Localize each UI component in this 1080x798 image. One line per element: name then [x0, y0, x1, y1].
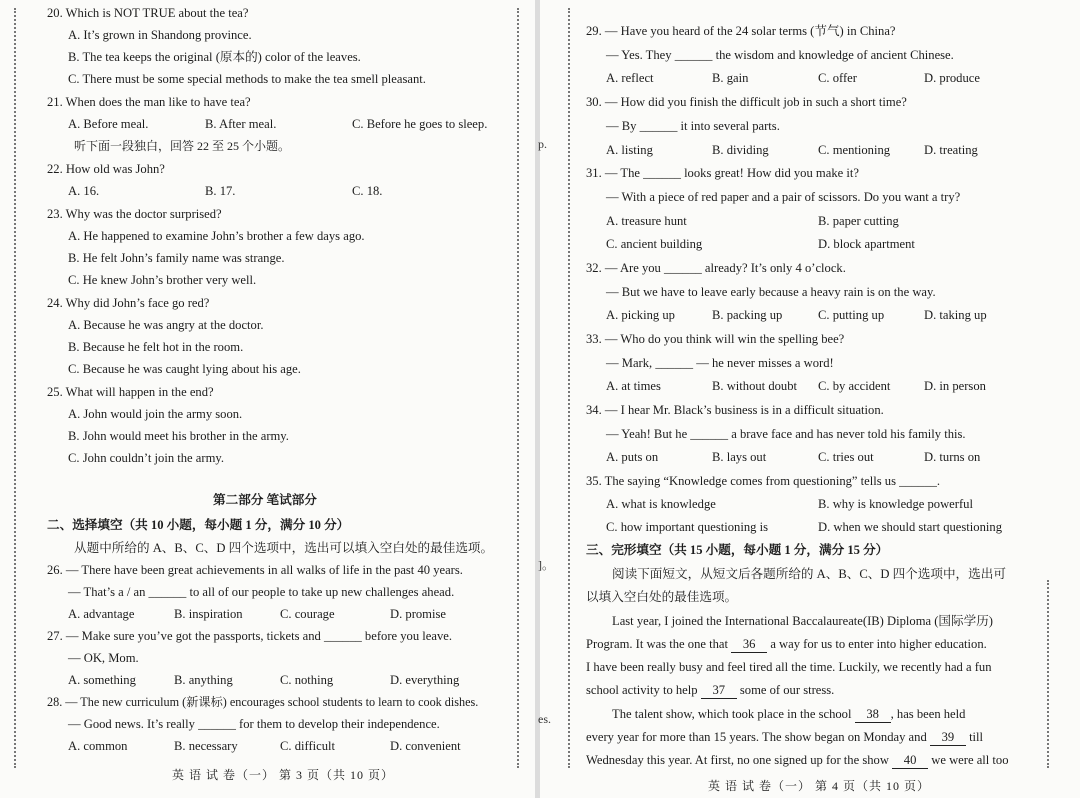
option: C. tries out [818, 450, 874, 464]
blank-37: 37 [701, 682, 737, 699]
passage-line: I have been really busy and feel tired all the time. Luckily, we recently had a fun [586, 660, 992, 674]
question-33: 33. — Who do you think will win the spelling bee? [586, 332, 845, 346]
question-23: 23. Why was the doctor surprised? [47, 207, 222, 221]
option: B. why is knowledge powerful [818, 497, 973, 511]
question-21: 21. When does the man like to have tea? [47, 95, 251, 109]
passage-text: Wednesday this year. At first, no one signed up for the show [586, 753, 889, 767]
option: A. He happened to examine John’s brother a few days ago. [68, 229, 365, 243]
listening-instruction: 听下面一段独白，回答 22 至 25 个小题。 [74, 139, 291, 153]
question-31: 31. — The ______ looks great! How did you make it? [586, 166, 859, 180]
question-20: 20. Which is NOT TRUE about the tea? [47, 6, 249, 20]
option: C. Before he goes to sleep. [352, 117, 488, 131]
option: C. nothing [280, 673, 334, 687]
binding-dotted-line [1047, 580, 1049, 768]
option: C. offer [818, 71, 857, 85]
passage-line [586, 752, 1009, 769]
question-line: — Yes. They ______ the wisdom and knowledge of ancient Chinese. [606, 48, 954, 62]
option: A. what is knowledge [606, 497, 716, 511]
section-instruction: 从题中所给的 A、B、C、D 四个选项中，选出可以填入空白处的最佳选项。 [74, 541, 494, 555]
option: B. The tea keeps the original (原本的) color of the leaves. [68, 50, 361, 64]
question-32: 32. — Are you ______ already? It’s only 4 o’clock. [586, 261, 846, 275]
option: B. dividing [712, 143, 769, 157]
passage-line [586, 636, 987, 653]
option: A. picking up [606, 308, 675, 322]
option: D. treating [924, 143, 978, 157]
option: A. It’s grown in Shandong province. [68, 28, 252, 42]
question-line: — Mark, ______ — he never misses a word! [606, 356, 834, 370]
option: B. inspiration [174, 607, 243, 621]
option: A. at times [606, 379, 661, 393]
option: C. 18. [352, 184, 383, 198]
option: D. promise [390, 607, 446, 621]
question-line: — Good news. It’s really ______ for them to develop their independence. [68, 717, 440, 731]
option: B. He felt John’s family name was strange. [68, 251, 285, 265]
question-25: 25. What will happen in the end? [47, 385, 214, 399]
blank-39: 39 [930, 729, 966, 746]
page-footer: 英 语 试 卷（一） 第 3 页（共 10 页） [172, 768, 395, 782]
question-line: — Yeah! But he ______ a brave face and has never told his family this. [606, 427, 966, 441]
option: A. John would join the army soon. [68, 407, 243, 421]
passage-text: every year for more than 15 years. The show began on Monday and [586, 730, 927, 744]
bleed-fragment: ]。 [538, 558, 554, 572]
question-22: 22. How old was John? [47, 162, 165, 176]
question-line: — With a piece of red paper and a pair of scissors. Do you want a try? [606, 190, 961, 204]
option: B. necessary [174, 739, 238, 753]
passage-text: Program. It was the one that [586, 637, 728, 651]
question-24: 24. Why did John’s face go red? [47, 296, 210, 310]
question-line: — OK, Mom. [68, 651, 139, 665]
right-page [540, 0, 1080, 798]
question-line: — By ______ it into several parts. [606, 119, 780, 133]
option: B. Because he felt hot in the room. [68, 340, 244, 354]
option: C. There must be some special methods to make the tea smell pleasant. [68, 72, 426, 86]
section-instruction: 以填入空白处的最佳选项。 [586, 590, 738, 604]
option: B. lays out [712, 450, 767, 464]
bleed-fragment: p. [538, 137, 547, 151]
option: B. 17. [205, 184, 236, 198]
passage-text: The talent show, which took place in the school [612, 707, 852, 721]
option: D. when we should start questioning [818, 520, 1002, 534]
question-35: 35. The saying “Knowledge comes from questioning” tells us ______. [586, 474, 941, 488]
section-instruction: 阅读下面短文，从短文后各题所给的 A、B、C、D 四个选项中，选出可 [612, 567, 1006, 581]
passage-text: school activity to help [586, 683, 698, 697]
passage-text: some of our stress. [739, 683, 835, 697]
option: D. turns on [924, 450, 981, 464]
blank-40: 40 [892, 752, 928, 769]
option: C. He knew John’s brother very well. [68, 273, 257, 287]
option: B. without doubt [712, 379, 798, 393]
passage-text: a way for us to enter into higher education. [770, 637, 987, 651]
page-footer: 英 语 试 卷（一） 第 4 页（共 10 页） [708, 779, 931, 793]
option: C. putting up [818, 308, 885, 322]
passage-line [586, 729, 983, 746]
passage-line [612, 706, 965, 723]
option: D. everything [390, 673, 460, 687]
option: A. treasure hunt [606, 214, 687, 228]
binding-dotted-line [517, 8, 519, 768]
binding-dotted-line [14, 8, 16, 768]
section-heading: 三、完形填空（共 15 小题，每小题 1 分，满分 15 分） [586, 543, 889, 557]
option: B. anything [174, 673, 233, 687]
blank-36: 36 [731, 636, 767, 653]
option: B. gain [712, 71, 749, 85]
passage-line: Last year, I joined the International Baccalaureate(IB) Diploma (国际学历) [612, 614, 994, 628]
passage-line [586, 682, 834, 699]
option: A. listing [606, 143, 653, 157]
part-two-heading: 第二部分 笔试部分 [213, 493, 317, 507]
question-line: — But we have to leave early because a heavy rain is on the way. [606, 285, 936, 299]
option: A. Because he was angry at the doctor. [68, 318, 264, 332]
option: C. Because he was caught lying about his age. [68, 362, 301, 376]
option: C. how important questioning is [606, 520, 768, 534]
question-34: 34. — I hear Mr. Black’s business is in a difficult situation. [586, 403, 884, 417]
question-30: 30. — How did you finish the difficult job in such a short time? [586, 95, 907, 109]
option: C. mentioning [818, 143, 891, 157]
option: A. something [68, 673, 136, 687]
passage-text: till [969, 730, 984, 744]
option: A. common [68, 739, 128, 753]
option: C. John couldn’t join the army. [68, 451, 225, 465]
option: C. by accident [818, 379, 891, 393]
question-28: 28. — The new curriculum (新课标) encourages school students to learn to cook dishes. [47, 695, 479, 709]
option: A. Before meal. [68, 117, 149, 131]
blank-38: 38 [855, 706, 891, 723]
option: B. paper cutting [818, 214, 899, 228]
option: A. puts on [606, 450, 659, 464]
option: C. courage [280, 607, 335, 621]
passage-text: , has been held [890, 707, 966, 721]
passage-text: we were all too [931, 753, 1009, 767]
question-26: 26. — There have been great achievements in all walks of life in the past 40 years. [47, 563, 463, 577]
option: A. advantage [68, 607, 135, 621]
option: D. block apartment [818, 237, 915, 251]
question-27: 27. — Make sure you’ve got the passports, tickets and ______ before you leave. [47, 629, 452, 643]
section-heading: 二、选择填空（共 10 小题，每小题 1 分，满分 10 分） [47, 518, 350, 532]
option: D. taking up [924, 308, 987, 322]
question-29: 29. — Have you heard of the 24 solar terms (节气) in China? [586, 24, 896, 38]
option: A. reflect [606, 71, 654, 85]
option: D. produce [924, 71, 980, 85]
option: B. John would meet his brother in the army. [68, 429, 289, 443]
option: C. difficult [280, 739, 336, 753]
option: C. ancient building [606, 237, 703, 251]
left-page [0, 0, 535, 798]
option: A. 16. [68, 184, 100, 198]
binding-dotted-line [568, 8, 570, 768]
option: D. convenient [390, 739, 461, 753]
option: B. packing up [712, 308, 783, 322]
question-line: — That’s a / an ______ to all of our people to take up new challenges ahead. [68, 585, 455, 599]
bleed-fragment: es. [538, 712, 551, 726]
option: D. in person [924, 379, 986, 393]
option: B. After meal. [205, 117, 277, 131]
